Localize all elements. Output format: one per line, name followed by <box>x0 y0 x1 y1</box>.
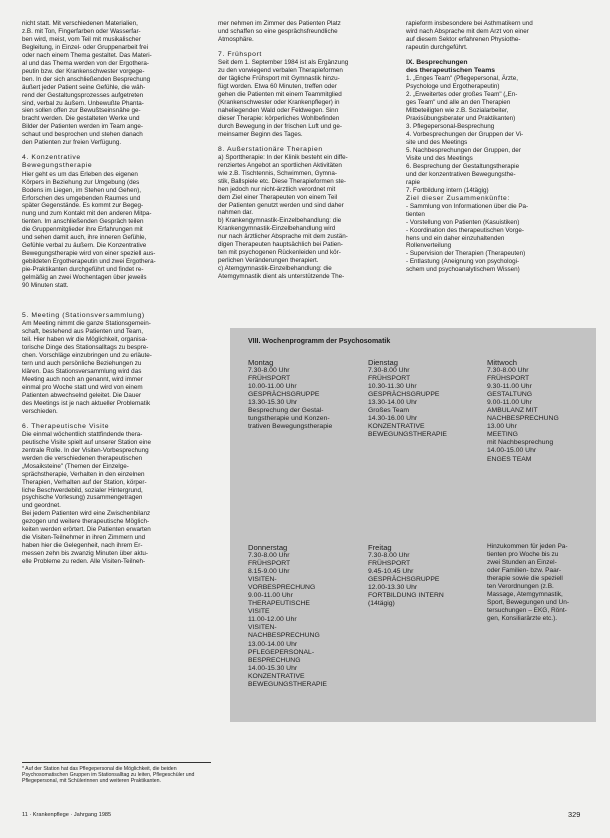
text-line: rapeutin durchgeführt. <box>406 43 468 51</box>
schedule-entry: 9.00-11.00 Uhr <box>248 592 293 600</box>
section-6-title: 6. Therapeutische Visite <box>22 422 110 430</box>
schedule-entry: KONZENTRATIVE <box>368 423 425 431</box>
day-thursday <box>248 543 366 689</box>
list-item: 6. Besprechung der Gestaltungstherapie <box>406 162 520 170</box>
schedule-entry: 11.00-12.00 Uhr <box>248 616 297 624</box>
list-item: 1. „Enges Team" (Pflegepersonal, Ärzte, <box>406 75 519 83</box>
text-line: dieser Therapie: körperliches Wohlbefinden <box>218 114 340 122</box>
text-line: Bodens im Liegen, im Stehen und Gehen), <box>22 186 142 194</box>
schedule-entry: VISITEN- <box>248 576 277 584</box>
text-line: messen zehn bis zwanzig Minuten über aktu- <box>22 550 149 558</box>
text-line: rend der Gestaltungsprozesses aufgetreten <box>22 91 144 99</box>
day-name: Freitag <box>368 543 392 552</box>
schedule-title: VIII. Wochenprogramm der Psychosomatik <box>248 338 391 345</box>
column-3 <box>406 20 592 316</box>
text-line: Bewegungstherapie wird von einer speziell aus- <box>22 250 156 258</box>
schedule-entry: GESTALTUNG <box>487 391 533 399</box>
list-item: - Koordination des therapeutischen Vorge- <box>406 226 524 234</box>
text-line: Pflegepersonal, mit Schülerinnen und weiteren Praktikanten. <box>22 778 161 785</box>
schedule-entry: NACHBESPRECHUNG <box>248 632 320 640</box>
text-line: keiten werden erörtert. Die Patienten erwarten <box>22 526 151 534</box>
schedule-entry: THERAPEUTISCHE <box>248 600 310 608</box>
text-line: torische Dinge des Stationsalltags zu bespre- <box>22 344 149 352</box>
schedule-entry: 7.30-8.00 Uhr <box>487 367 529 374</box>
day-name: Donnerstag <box>248 543 288 552</box>
text-line: Krankengymnastik-Einzelbehandlung wird <box>218 225 336 233</box>
text-line: und schaffen so eine gesprächsfreundliche <box>218 27 338 35</box>
text-line: elle Probleme zu reden. Alle Visiten-Teilneh- <box>22 558 146 566</box>
text-line: klären. Das Stationsversammlung wird das <box>22 367 142 375</box>
text-line: pie-Praktikanten durchgeführt und findet re- <box>22 266 144 274</box>
schedule-entry: FRÜHSPORT <box>368 560 411 568</box>
schedule-entry: GESPRÄCHSGRUPPE <box>248 391 320 399</box>
text-line: Meeting auch noch an genannt, wird immer <box>22 375 143 383</box>
text-line: gezogen und weitere therapeutische Möglich- <box>22 518 150 526</box>
list-item: Mitbeteiligten wie z.B. Sozialarbeiter, <box>406 107 509 115</box>
text-line: die Visiten-Teilnehmer in ihren Zimmern und <box>22 534 146 542</box>
schedule-entry: trativen Bewegungstherapie <box>248 423 333 431</box>
text-line: haben hier die Gelegenheit, nach ihrem Er- <box>22 542 143 550</box>
text-line: tern und auch persönliche Beziehungen zu <box>22 359 142 367</box>
text-line: nung und zum Kontakt mit den anderen Mitpa- <box>22 210 152 218</box>
day-items <box>368 552 478 608</box>
schedule-entry: VISITEN- <box>248 624 277 632</box>
schedule-entry: GESPRÄCHSGRUPPE <box>368 391 440 399</box>
text-line: Patienten abwechselnd geleitet. Die Dauer <box>22 391 142 399</box>
schedule-entry: 9.00-11.00 Uhr <box>487 399 532 407</box>
list-item: tienten <box>406 210 425 218</box>
text-line: der tägliche Frühsport mit Gymnastik hinzu- <box>218 74 340 82</box>
schedule-entry: (14tägig) <box>368 600 395 608</box>
schedule-entry: 10.30-11.30 Uhr <box>368 383 417 391</box>
text-line: Am Meeting nimmt die ganze Stationsgemein- <box>22 320 151 328</box>
text-line: die Gruppenmitglieder ihre Erfahrungen mit <box>22 226 143 234</box>
text-line: a) Sporttherapie: In der Klinik besteht ein diffe- <box>218 153 348 161</box>
text-line: Die einmal wöchentlich stattfindende thera- <box>22 430 143 438</box>
schedule-entry: 13.30-15.30 Uhr <box>248 399 298 407</box>
page-number: 329 <box>568 810 581 819</box>
text-line: Erforschen des umgebenden Raumes und <box>22 194 141 202</box>
list-item: - Vorstellung von Patienten (Kasuistiken) <box>406 218 520 226</box>
schedule-entry: 10.00-11.00 Uhr <box>248 383 297 391</box>
section-7-title: 7. Frühsport <box>218 50 262 58</box>
text-line: (Krankenschwester oder Krankenpfleger) in <box>218 98 340 106</box>
text-line: ten mit psychogenen Rückenleiden und kör- <box>218 249 341 257</box>
list-item: - Sammlung von Informationen über die Pa- <box>406 202 529 210</box>
text-line: den Patienten zur freien Verfügung. <box>22 139 122 147</box>
day-monday <box>248 358 366 431</box>
schedule-entry: AMBULANZ MIT <box>487 407 538 415</box>
section-4-body <box>22 171 211 290</box>
schedule-entry: 14.00-15.30 Uhr <box>248 664 298 672</box>
text-line: chen. Vorschläge einzubringen und zu erläute- <box>22 352 152 360</box>
text-line: Körpers in Beziehung zur Umgebung (des <box>22 178 140 186</box>
schedule-entry: 14.00-15.00 Uhr <box>487 447 537 455</box>
text-line: der Patienten genutzt werden und sind daher <box>218 201 344 209</box>
schedule-entry: BEWEGUNGSTHERAPIE <box>248 680 327 688</box>
schedule-entry: 9.30-11.00 Uhr <box>487 383 532 391</box>
text-line: ben wird, meist, vom Teil mit musikalischer <box>22 35 141 43</box>
text-line: einmal pro Woche statt und wird von einem <box>22 383 143 391</box>
schedule-entry: FRÜHSPORT <box>248 375 291 383</box>
schedule-entry: 13.30-14.00 Uhr <box>368 399 418 407</box>
list-item: 5. Nachbesprechungen der Gruppen, der <box>406 146 521 154</box>
schedule-entry: 7.30-8.00 Uhr <box>248 367 290 374</box>
text-line: stik, Ballspiele etc. Diese Therapieformen ste- <box>218 177 346 185</box>
text-line: Bei jedem Patienten wird eine Zwischenbilanz <box>22 510 151 518</box>
list-item: Rollenverteilung <box>406 242 452 250</box>
text-line: tienten. Im anschließenden Gespräch teilen <box>22 218 144 226</box>
text-line: nur nach ärztlicher Absprache mit dem zustän- <box>218 233 348 241</box>
text-line: z.B. mit Ton, Fingerfarben oder Wasserfar- <box>22 27 141 35</box>
list-item: 3. Pflegepersonal-Besprechung <box>406 122 495 130</box>
section-8-body <box>218 154 400 281</box>
list-item: rapie <box>406 178 421 186</box>
day-name: Montag <box>248 358 274 367</box>
text-line: hen jedoch nur nicht-ärztlich verordnet mit <box>218 185 336 193</box>
text-line: bracht werden. Die gestalteten Werke und <box>22 115 140 123</box>
schedule-entry: NACHBESPRECHUNG <box>487 415 559 423</box>
text-line: werden die verschiedenen therapeutischen <box>22 454 143 462</box>
schedule-entry: 13.00-14.00 Uhr <box>248 640 298 648</box>
text-line: peutin bzw. der Krankenschwester vorgege- <box>22 67 145 75</box>
text-line: gehen die Patienten mit einem Teammitglied <box>218 90 342 98</box>
schedule-entry: mit Nachbesprechung <box>487 439 554 447</box>
schedule-entry: ENGES TEAM <box>487 455 532 463</box>
text-line: ten Verordnungen (z.B. <box>487 583 554 590</box>
section-9-title-line2: des therapeutischen Teams <box>406 67 496 75</box>
text-line: äußert jeder Patient seine Gefühle, die wäh- <box>22 83 146 91</box>
schedule-entry: Großes Team <box>368 407 410 415</box>
text-line: Hinzukommen für jeden Pa- <box>487 543 568 550</box>
schedule-entry: 13.00 Uhr <box>487 423 517 431</box>
text-line: verschieden. <box>22 407 58 415</box>
schedule-entry: 12.00-13.30 Uhr <box>368 584 418 592</box>
text-line: nahmen dar. <box>218 209 254 217</box>
schedule-entry: 9.45-10.45 Uhr <box>368 568 414 576</box>
day-name: Mittwoch <box>487 358 517 367</box>
schedule-entry: PFLEGEPERSONAL- <box>248 648 315 656</box>
list-item: 4. Vorbesprechungen der Gruppen der Vi- <box>406 130 524 138</box>
text-line: oder Familien- bzw. Paar- <box>487 567 562 574</box>
schedule-entry: 8.15-9.00 Uhr <box>248 568 290 576</box>
text-line: naheliegenden Wald oder Feldwegen. Sinn <box>218 106 339 114</box>
section-9-title: IX. Besprechungen <box>406 58 468 66</box>
text-line: zu den vorwiegend verbalen Therapieformen <box>218 67 343 75</box>
text-line: gebildeten Ergotherapeutin und zwei Ergothera- <box>22 258 156 266</box>
text-line: später Gegenstände. Es kommt zur Begeg- <box>22 202 144 210</box>
text-line: ben. In der sich anschließenden Besprechung <box>22 75 151 83</box>
text-line: b) Krankengymnastik-Einzelbehandlung: die <box>218 217 342 225</box>
list-item: site und des Meetings <box>406 138 468 146</box>
text-line: peutische Visite spielt auf unserer Station eine <box>22 438 152 446</box>
text-line: wird nach Absprache mit dem Arzt von einer <box>406 27 529 35</box>
schedule-entry: 7.30-8.00 Uhr <box>368 552 410 559</box>
text-line: Hier geht es um das Erleben des eigenen <box>22 170 138 178</box>
list-item: - Supervision der Therapien (Therapeuten) <box>406 250 526 258</box>
section-7-body <box>218 59 400 139</box>
schedule-entry: Besprechung der Gestal- <box>248 407 324 415</box>
text-line: zentrale Rolle. In der Visiten-Vorbesprechung <box>22 446 149 454</box>
text-line: oder nach einem Thema gestaltet. Das Materi- <box>22 51 152 59</box>
text-line: gelmäßig an zwei Wochentagen über jeweils <box>22 274 147 282</box>
schedule-entry: MEETING <box>487 431 518 439</box>
weekly-schedule-box <box>230 328 596 722</box>
text-line: nicht statt. Mit verschiedenen Materialien, <box>22 20 138 27</box>
text-line: mer nehmen im Zimmer des Patienten Platz <box>218 20 341 27</box>
column-2 <box>218 20 400 316</box>
text-line: Gefühle verbal zu äußern. Die Konzentrative <box>22 242 147 250</box>
section-6-body <box>22 431 211 566</box>
schedule-entry: tungstherapie und Konzen- <box>248 415 330 423</box>
text-line: „Mosaiksteine" (Themen der Einzelge- <box>22 462 129 470</box>
text-line: und geordnet. <box>22 502 61 510</box>
text-line: 90 Minuten statt. <box>22 282 69 289</box>
text-line: psychische Vorlesung) zusammengetragen <box>22 494 143 502</box>
schedule-note <box>487 543 591 623</box>
text-line: zwei Stunden an Einzel- <box>487 559 557 566</box>
text-line: Atemgymnastik dient als unterstützende The- <box>218 273 345 281</box>
text-line: digen Therapeuten hauptsächlich bei Patien- <box>218 241 343 249</box>
schedule-entry: 7.30-8.00 Uhr <box>368 367 410 374</box>
schedule-entry: 7.30-8.00 Uhr <box>248 552 290 559</box>
ziele-title: Ziel dieser Zusammenkünfte: <box>406 194 510 202</box>
text-line: Massage, Atemgymnastik, <box>487 591 563 598</box>
schedule-entry: KONZENTRATIVE <box>248 672 305 680</box>
text-line: tersuchungen – EKG, Rönt- <box>487 607 567 614</box>
text-line: therapie sowie die speziell <box>487 575 563 582</box>
day-items <box>248 552 366 689</box>
list-item: ges Team" und alle an den Therapien <box>406 99 511 107</box>
day-items <box>248 367 366 431</box>
schedule-entry: BESPRECHUNG <box>248 656 301 664</box>
column-1-bottom <box>22 312 211 736</box>
schedule-entry: BEWEGUNGSTHERAPIE <box>368 431 447 439</box>
text-line: teil. Hier haben wir die Möglichkeit, organisa- <box>22 336 148 344</box>
text-line: und sehen damit auch, ihre inneren Gefühle, <box>22 234 147 242</box>
section-5-body <box>22 320 211 415</box>
list-item: Psychologe und Ergotherapeutin) <box>406 83 500 91</box>
list-item: und der konzentrativen Bewegungsthe- <box>406 170 516 178</box>
meeting-list <box>406 75 592 194</box>
text-line: renziertes Angebot an sportlichen Aktivitäten <box>218 161 342 169</box>
section-4-title-line2: Bewegungstherapie <box>22 162 93 170</box>
text-line: sind, verbal zu äußern. Unbewußte Phanta- <box>22 99 144 107</box>
list-item: - Entlastung (Aneignung von psychologi- <box>406 258 520 266</box>
text-line: Therapien, Verhalten auf der Station, körper- <box>22 478 147 486</box>
list-item: Praxisübungsberater und Praktikanten) <box>406 114 516 122</box>
text-line: perlichen Veränderungen therapiert. <box>218 257 319 265</box>
schedule-entry: FORTBILDUNG INTERN <box>368 592 444 600</box>
schedule-entry: VISITE <box>248 608 270 616</box>
text-line: schaut und besprochen und stehen danach <box>22 131 143 139</box>
section-4-title: 4. Konzentrative <box>22 154 81 162</box>
day-tuesday <box>368 358 478 439</box>
schedule-entry: VORBESPRECHUNG <box>248 584 316 592</box>
intro-paragraph <box>22 20 211 147</box>
text-line: fügt worden. Etwa 60 Minuten, treffen oder <box>218 82 337 90</box>
text-line: dem Ziel einer Therapeuten von einem Teil <box>218 193 338 201</box>
text-line: Seit dem 1. September 1984 ist als Ergänzung <box>218 59 349 67</box>
day-friday <box>368 543 478 608</box>
text-line: Bilder der Patienten werden im Team ange- <box>22 123 143 131</box>
schedule-entry: GESPRÄCHSGRUPPE <box>368 576 440 584</box>
visite-continuation <box>218 20 400 44</box>
text-line: sien sollen offen zur Bewußtseinsnähe ge- <box>22 107 141 115</box>
text-line: wie z.B. Tischtennis, Schwimmen, Gymna- <box>218 169 337 177</box>
day-wednesday <box>487 358 591 464</box>
text-line: Sport, Bewegungen und Un- <box>487 599 570 606</box>
schedule-entry: 14.30-16.00 Uhr <box>368 415 418 423</box>
text-line: durch Bewegung in der frischen Luft und ge- <box>218 122 342 130</box>
list-item: Visite und des Meetings <box>406 154 473 162</box>
text-line: liche Beschwerdebild, sozialer Hintergrund, <box>22 486 143 494</box>
schedule-entry: FRÜHSPORT <box>368 375 411 383</box>
footnote <box>22 762 211 785</box>
text-line: * Auf der Station hat das Pflegepersonal die Möglichkeit, die beiden <box>22 766 177 772</box>
list-item: hens und ein daher einzuhaltenden <box>406 234 505 242</box>
day-items <box>487 367 591 464</box>
section-8-title: 8. Außerstationäre Therapien <box>218 145 323 153</box>
text-line: al und das Thema werden von der Ergothera- <box>22 59 149 67</box>
journal-footer: 11 · Krankenpflege · Jahrgang 1985 <box>22 812 112 818</box>
section-5-title: 5. Meeting (Stationsversammlung) <box>22 312 145 319</box>
text-line: des Meetings ist je nach aktueller Problematik <box>22 399 151 407</box>
column-1-top <box>22 20 211 304</box>
list-item: 7. Fortbildung intern (14tägig) <box>406 186 489 194</box>
text-line: tienten pro Woche bis zu <box>487 551 559 558</box>
text-line: sprächstherapie, Verhalten in den einzelnen <box>22 470 145 478</box>
atemgymnastik-continuation <box>406 20 592 52</box>
day-name: Dienstag <box>368 358 398 367</box>
text-line: c) Atemgymnastik-Einzelbehandlung: die <box>218 265 332 273</box>
text-line: meinsamer Beginn des Tages. <box>218 130 303 138</box>
text-line: auf diesem Sektor erfahrenen Physiothe- <box>406 35 521 43</box>
schedule-entry: FRÜHSPORT <box>248 560 291 568</box>
schedule-entry: FRÜHSPORT <box>487 375 530 383</box>
text-line: Psychosomatischen Gruppen im Stationsalltag zu leiten, Pflegeschüler und <box>22 772 195 779</box>
text-line: Atmosphäre. <box>218 35 254 43</box>
list-item: schem und psychoanalytischem Wissen) <box>406 266 520 274</box>
list-item: 2. „Erweitertes oder großes Team" („En- <box>406 91 518 99</box>
day-items <box>368 367 478 439</box>
text-line: rapieform insbesondere bei Asthmatikern und <box>406 20 533 27</box>
ziele-list <box>406 203 592 275</box>
text-line: Begleitung, in Einzel- oder Gruppenarbeit frei <box>22 43 149 51</box>
text-line: schaft, bestehend aus Patienten und Team, <box>22 328 144 336</box>
text-line: gen, Konsiliarärzte etc.). <box>487 615 558 622</box>
